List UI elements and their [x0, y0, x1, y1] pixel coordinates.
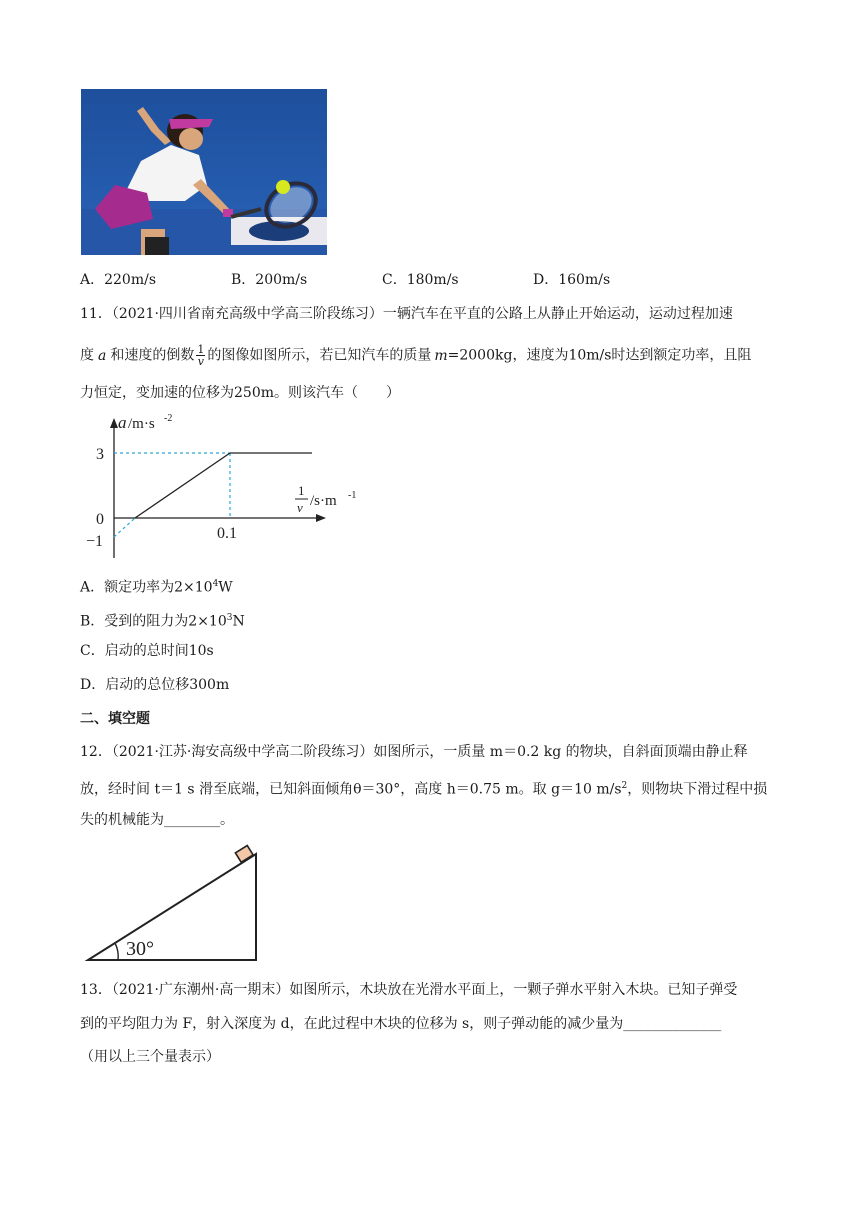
q10-option-d: D．160m/s: [533, 272, 611, 288]
y-axis-label-unit: /m·s: [128, 416, 155, 432]
q11-line-3: 力恒定，变加速的位移为250m。则该汽车（ ）: [80, 385, 400, 401]
q12-line-2: 放，经时间 t＝1 s 滑至底端，已知斜面倾角θ＝30°，高度 h＝0.75 m。取 g＝10 $m/s^2$，则物块下滑过程中损: [80, 781, 768, 798]
x-axis-label-den: v: [297, 500, 303, 515]
q13-line-1: 13．（2021·广东潮州·高一期末）如图所示，木块放在光滑水平面上，一颗子弹水平射入木块。已知子弹受: [80, 982, 738, 998]
section-heading-fill-in: 二、填空题: [80, 711, 150, 727]
reciprocal-v-fraction: $\frac{1}{v}$: [197, 343, 205, 368]
q11-option-d: D．启动的总位移300m: [80, 677, 230, 693]
q12-line-1: 12．（2021·江苏·海安高级中学高二阶段练习）如图所示，一质量 m＝0.2 kg 的物块，自斜面顶端由静止释: [80, 744, 748, 760]
x-axis-label-num: 1: [298, 483, 305, 498]
q11-option-c: C．启动的总时间10s: [80, 643, 214, 659]
q13-line-3: （用以上三个量表示）: [80, 1049, 220, 1065]
q12-line-3: 失的机械能为________。: [80, 812, 234, 828]
q11-option-a: A．额定功率为$2\times 10^4W$: [80, 579, 233, 596]
tick-y-neg1: −1: [86, 533, 104, 550]
q11-line-1: 11．（2021·四川省南充高级中学高三阶段练习）一辆汽车在平直的公路上从静止开始运动，运动过程加速: [80, 306, 733, 322]
x-axis-label-exp: -1: [348, 490, 357, 501]
q10-option-c: C．180m/s: [382, 272, 459, 288]
angle-label: 30°: [126, 938, 154, 960]
y-axis-label-exp: -2: [164, 414, 173, 424]
tennis-player-photo: [81, 89, 327, 255]
q10-option-a: A．220m/s: [80, 272, 157, 288]
q10-option-b: B．200m/s: [231, 272, 308, 288]
q11-line-2: 度 a 和速度的倒数 $\frac{1}{v}$ 的图像如图所示，若已知汽车的质量 m=2000kg，速度为10m/s时达到额定功率，且阻: [80, 343, 752, 368]
x-axis-label-unit: /s·m: [310, 493, 337, 509]
q13-line-2: 到的平均阻力为 F，射入深度为 d，在此过程中木块的位移为 s，则子弹动能的减少量为______________: [80, 1016, 722, 1032]
y-axis-label-var: a: [118, 414, 127, 432]
tick-x-0-1: 0.1: [217, 525, 237, 542]
q11-option-b: B．受到的阻力为$2\times 10^3N$: [80, 613, 245, 630]
tick-origin: 0: [96, 511, 104, 528]
acceleration-graph: [80, 414, 370, 568]
incline-diagram: [84, 844, 264, 968]
tick-y-3: 3: [96, 446, 104, 463]
